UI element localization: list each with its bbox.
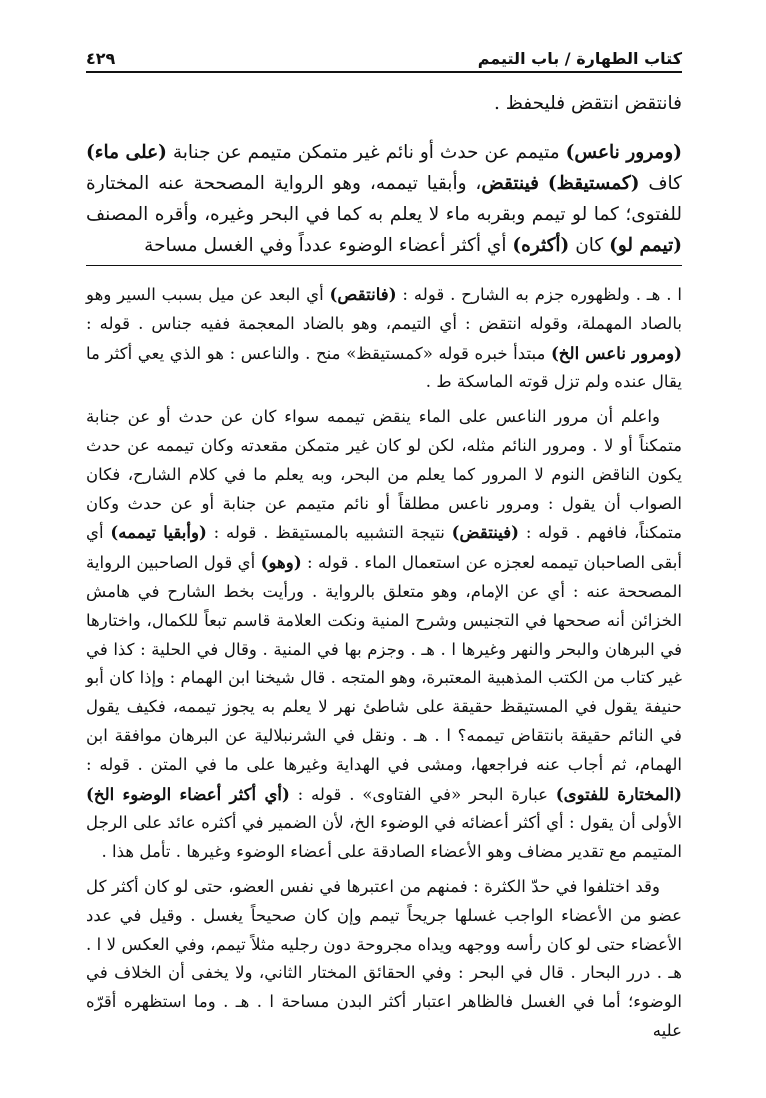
bold-term: (كمستيقظ) [547, 173, 640, 194]
commentary-paragraph [86, 403, 682, 867]
text-run: كاف [639, 173, 682, 194]
header-divider [86, 71, 682, 73]
text-run: مبتدأ خبره قوله «كمستيقظ» منح . والناعس : هو الذي يعي أكثر ما يقال عنده ولم تزل قوته الماسكة ط . [86, 343, 682, 392]
text-run: أي قول الصاحبين الرواية المصححة عنه : أي عن الإمام، وهو متعلق بالرواية . ورأيت بخط الشارح في هامش الخزائن أنه صححها في التجنيس وشرح المنية ونكت العلامة قاسم تبعاً للكمال، واختارها في البرهان والبحر والنهر وغيرها ا . هـ . وجزم بها في المنية . وقال في الحلية : كذا في غير كتاب من الكتب المذهبية المعتبرة، وهو المتجه . قال شيخنا ابن الهمام : وإذا كان أبو حنيفة يقول في المستيقظ حقيقة على شاطئ نهر لا يعلم به يجوز تيممه، فكيف يقول في النائم حقيقة بانتقاض تيممه؟ ا . هـ . ونقل في الشرنبلالية عن البرهان موافقة ابن الهمام، ثم أجاب عنه فراجعها، ومشى في الهداية وغيرها على ما في المتن . قوله : [86, 553, 682, 774]
page-number: ٤٢٩ [86, 49, 116, 68]
bold-term: (أكثره) [512, 235, 570, 256]
text-run: ا . هـ . ولظهوره جزم به الشارح . قوله : [396, 285, 682, 304]
bold-term: (وهو) [260, 552, 302, 573]
commentary-paragraph [86, 873, 682, 1046]
matn-footnote-divider [86, 265, 682, 266]
bold-term: (تيمم لو) [609, 235, 682, 256]
text-run: أي أبقى الصاحبان تيممه لعجزه عن استعمال الماء . قوله : [86, 523, 682, 573]
text-run: نتيجة التشبيه بالمستيقظ . قوله : [206, 523, 452, 543]
matn-text [86, 88, 682, 261]
bold-term: (ومرور ناعس) [565, 142, 682, 163]
text-run: عبارة البحر «في الفتاوى» . قوله : [289, 784, 556, 804]
text-run: وقد اختلفوا في حدّ الكثرة : فمنهم من اعتبرها في نفس العضو، حتى لو كان أكثر كل عضو من الأعضاء الواجب غسلها جريحاً تيمم وإن كان صحيحاً يغسل . وقيل في عدد الأعضاء حتى لو كان رأسه ووجهه ويداه مجروحة دون رجليه مثلاً تيمم، وفي العكس لا ا . هـ . درر البحار . قال في البحر : وفي الحقائق المختار الثاني، ولا يخفى أن الخلاف في الوضوء؛ أما في الغسل فالظاهر اعتبار أكثر البدن مساحة ا . هـ . وما استظهره أقرّه عليه [86, 876, 682, 1040]
text-run: واعلم أن مرور الناعس على الماء ينقض تيممه سواء كان عن حدث أو عن جنابة متمكناً أو لا . ومرور النائم مثله، لكن لو كان غير متمكن مقعدته وكان تيممه عن حدث يكون الناقض النوم لا المرور كما يعلم من البحر، وبه يعلم ما في كلام الشارح، فكان الصواب أن يقول : ومرور ناعس مطلقاً أو نائم متيمم عن جنابة أو عن حدث وكان متمكناً، فافهم . قوله : [86, 407, 683, 543]
commentary-paragraph [86, 280, 682, 397]
bold-term: (على ماء) [86, 142, 167, 163]
text-run: الأولى أن يقول : أي أكثر أعضائه في الوضوء الخ، لأن الضمير في أكثره عائد على الرجل المتيمم مع تقدير مضاف وهو الأعضاء الصادقة على أعضاء الوضوء وغيرها . تأمل هذا . [86, 813, 682, 862]
bold-term: (فانتقص) [329, 284, 397, 304]
text-run: كان [569, 235, 610, 256]
bold-term: (المختارة للفتوى) [555, 783, 682, 804]
matn-paragraph [86, 137, 682, 261]
bold-term: (أي أكثر أعضاء الوضوء الخ) [86, 783, 290, 804]
bold-term: (وأبقيا تيممه) [110, 522, 207, 543]
text-run: متيمم عن حدث أو نائم غير متمكن متيمم عن جنابة [166, 142, 566, 163]
bold-term: فينتقض [481, 173, 539, 194]
text-run: أي أكثر أعضاء الوضوء عدداً وفي الغسل مساحة [144, 235, 513, 256]
page-header [86, 40, 682, 68]
bold-term: (ومرور ناعس الخ) [550, 342, 682, 363]
lead-line: فانتقض انتقض فليحفظ . [493, 93, 682, 114]
running-title: كتاب الطهارة / باب التيمم [477, 49, 682, 68]
text-run: ، وأبقيا تيممه، وهو الرواية المصححة عنه المختارة للفتوى؛ كما لو تيمم وبقربه ماء لا يعلم به كما في البحر وغيره، وأقره المصنف [86, 173, 682, 225]
text-run [539, 173, 548, 194]
bold-term: (فينتقض) [451, 522, 520, 543]
commentary-section [86, 280, 682, 1052]
text-run: أي البعد عن ميل بسبب السير وهو بالصاد المهملة، وقوله انتقض : أي التيمم، وهو بالضاد المعجمة ففيه جناس . قوله : [86, 285, 682, 333]
